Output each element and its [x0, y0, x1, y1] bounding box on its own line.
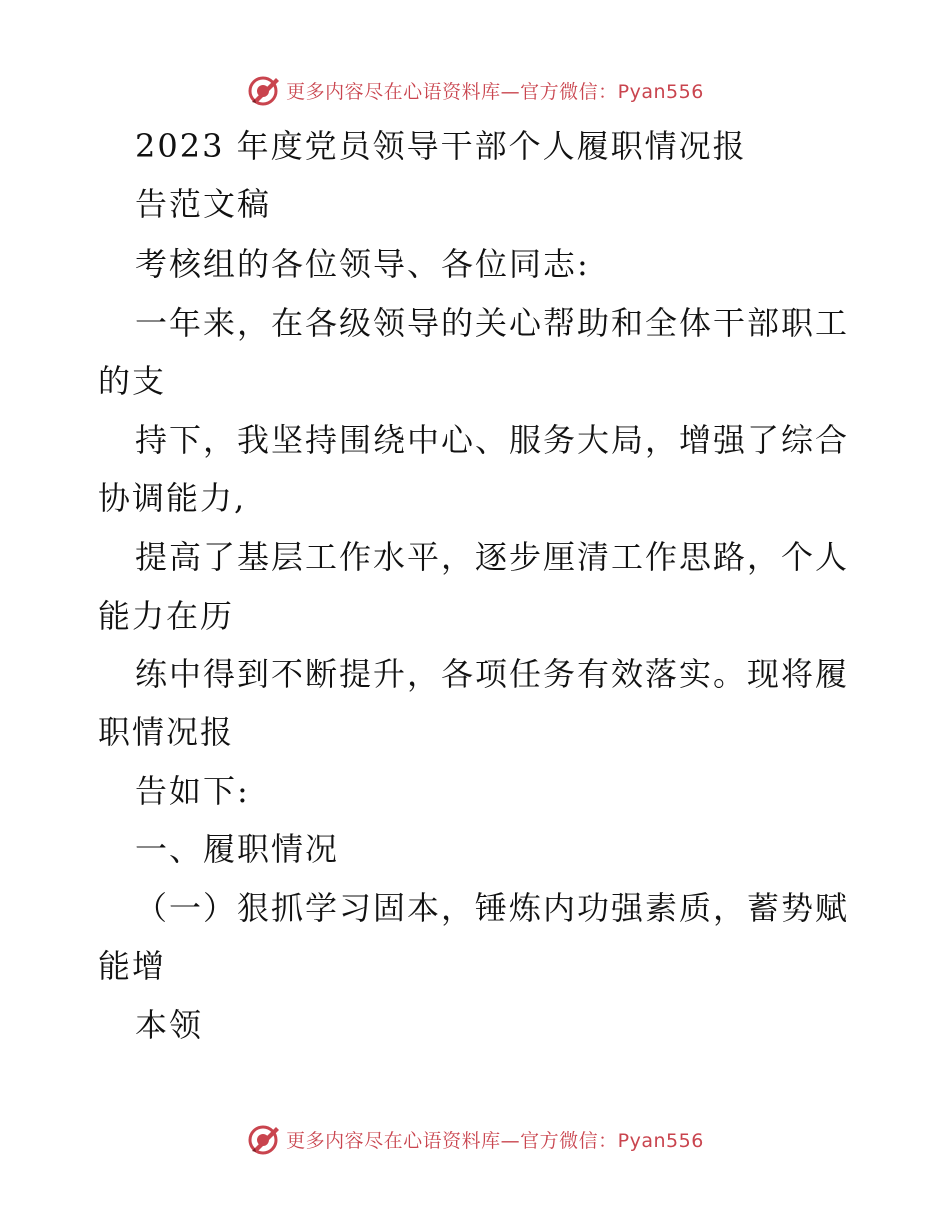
- pen-seal-icon: [246, 1121, 282, 1157]
- pen-seal-icon: [246, 72, 282, 108]
- body-line: 提高了基层工作水平，逐步厘清工作思路，个人: [135, 538, 850, 576]
- body-line: 的支: [98, 362, 167, 400]
- subsection-heading: 本领: [135, 1006, 204, 1044]
- subsection-heading: 能增: [98, 947, 167, 985]
- body-line: 告如下:: [135, 772, 250, 810]
- body-line: 能力在历: [98, 597, 235, 635]
- doc-title-line-1: 2023 年度党员领导干部个人履职情况报: [135, 127, 747, 165]
- subsection-heading: （一）狠抓学习固本，锤炼内功强素质，蓄势赋: [135, 889, 850, 927]
- body-line: 持下，我坚持围绕中心、服务大局，增强了综合: [135, 421, 850, 459]
- header-watermark: [0, 70, 950, 110]
- salutation: 考核组的各位领导、各位同志:: [135, 245, 590, 283]
- watermark-text: 更多内容尽在心语资料库—官方微信：: [286, 1129, 618, 1152]
- body-line: 练中得到不断提升，各项任务有效落实。现将履: [135, 655, 850, 693]
- body-line: 职情况报: [98, 713, 235, 751]
- watermark-id: Pyan556: [617, 1129, 704, 1152]
- body-line: 协调能力,: [98, 479, 247, 517]
- doc-title-line-2: 告范文稿: [135, 185, 272, 223]
- watermark-id: Pyan556: [617, 80, 704, 103]
- footer-watermark: [0, 1119, 950, 1159]
- body-line: 一年来，在各级领导的关心帮助和全体干部职工: [135, 304, 850, 342]
- section-heading: 一、履职情况: [135, 830, 340, 868]
- watermark-text: 更多内容尽在心语资料库—官方微信：: [286, 80, 618, 103]
